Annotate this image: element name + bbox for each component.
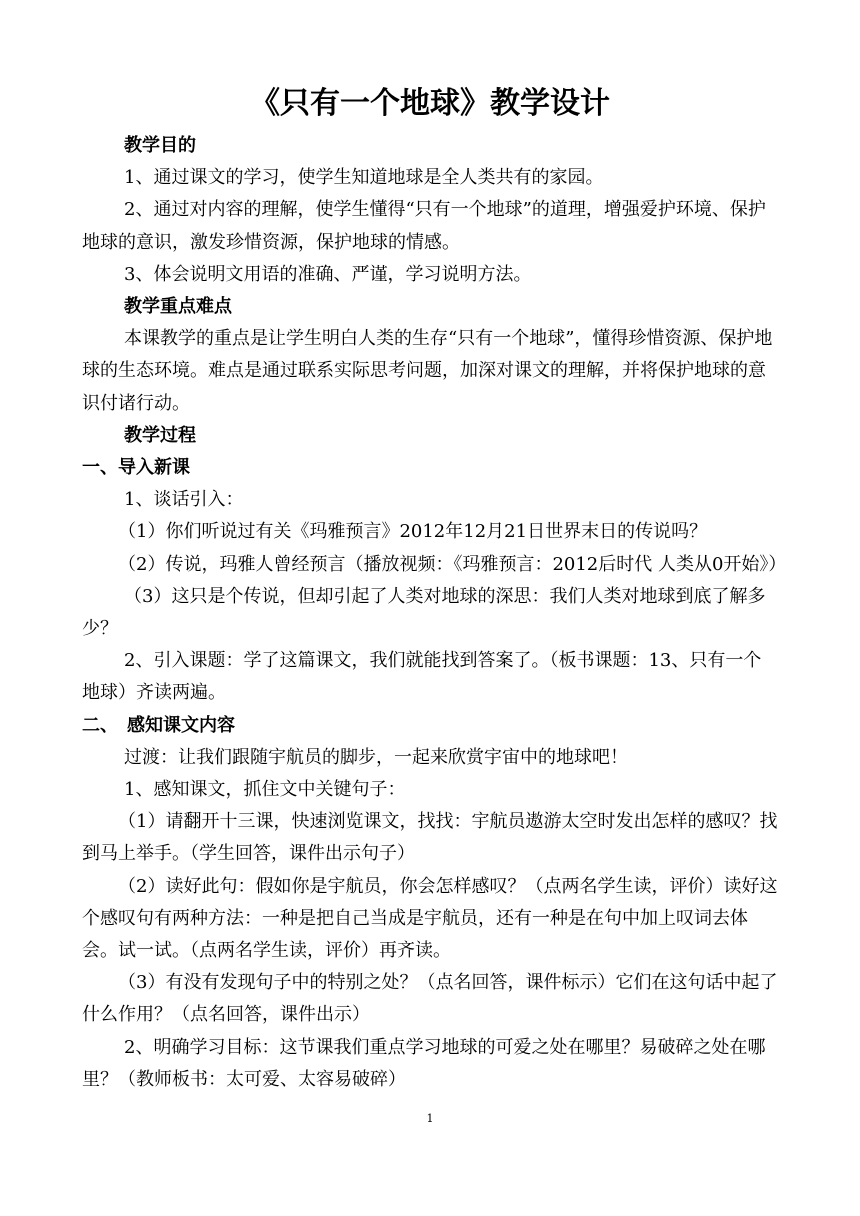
- part1-item-1: 1、谈话引入：: [124, 489, 244, 511]
- goal-item-1: 1、通过课文的学习，使学生知道地球是全人类共有的家园。: [124, 167, 604, 189]
- part2-heading: 二、 感知课文内容: [82, 714, 235, 736]
- process-heading: 教学过程: [124, 424, 196, 446]
- key-points-text: 本课教学的重点是让学生明白人类的生存“只有一个地球”，懂得珍惜资源、保护地球的生态环境。难点是通过联系实际思考问题，加深对课文的理解，并将保护地球的意识付诸行动。: [82, 328, 773, 414]
- part1-item-4: （3）这只是个传说，但却引起了人类对地球的深思：我们人类对地球到底了解多少？: [82, 585, 766, 640]
- goal-item-3: 3、体会说明文用语的准确、严谨，学习说明方法。: [124, 263, 532, 285]
- part1-item-2: （1）你们听说过有关《玛雅预言》2012年12月21日世界末日的传说吗？: [118, 521, 708, 543]
- part2-item-2: 1、感知课文，抓住文中关键句子：: [124, 779, 406, 801]
- part1-item-3: （2）传说，玛雅人曾经预言（播放视频：《玛雅预言：2012后时代 人类从0开始》）: [118, 553, 787, 575]
- key-points-heading: 教学重点难点: [124, 296, 232, 318]
- part2-item-6: 2、明确学习目标：这节课我们重点学习地球的可爱之处在哪里？易破碎之处在哪里？（教师板书：太可爱、太容易破碎）: [82, 1036, 766, 1090]
- part2-item-1: 过渡：让我们跟随宇航员的脚步，一起来欣赏宇宙中的地球吧！: [124, 746, 628, 768]
- part2-item-3: （1）请翻开十三课，快速浏览课文，找找：宇航员遨游太空时发出怎样的感叹？找到马上举手。（学生回答，课件出示句子）: [82, 811, 778, 865]
- goal-item-2: 2、通过对内容的理解，使学生懂得“只有一个地球”的道理，增强爱护环境、保护地球的意识，激发珍惜资源，保护地球的情感。: [82, 199, 766, 253]
- part1-heading: 一、导入新课: [82, 457, 190, 479]
- page-number: 1: [426, 1112, 434, 1125]
- part1-item-5: 2、引入课题：学了这篇课文，我们就能找到答案了。（板书课题：13、只有一个地球）齐读两遍。: [82, 650, 762, 704]
- document-title: 《只有一个地球》教学设计: [250, 86, 610, 121]
- part2-item-5: （3）有没有发现句子中的特别之处？（点名回答，课件标示）它们在这句话中起了什么作用？（点名回答，课件出示）: [82, 972, 778, 1026]
- part2-item-4: （2）读好此句：假如你是宇航员，你会怎样感叹？（点两名学生读，评价）读好这个感叹句有两种方法：一种是把自己当成是宇航员，还有一种是在句中加上叹词去体会。试一试。（点两名学生读，评价）再齐读。: [82, 875, 778, 962]
- goals-heading: 教学目的: [124, 135, 196, 156]
